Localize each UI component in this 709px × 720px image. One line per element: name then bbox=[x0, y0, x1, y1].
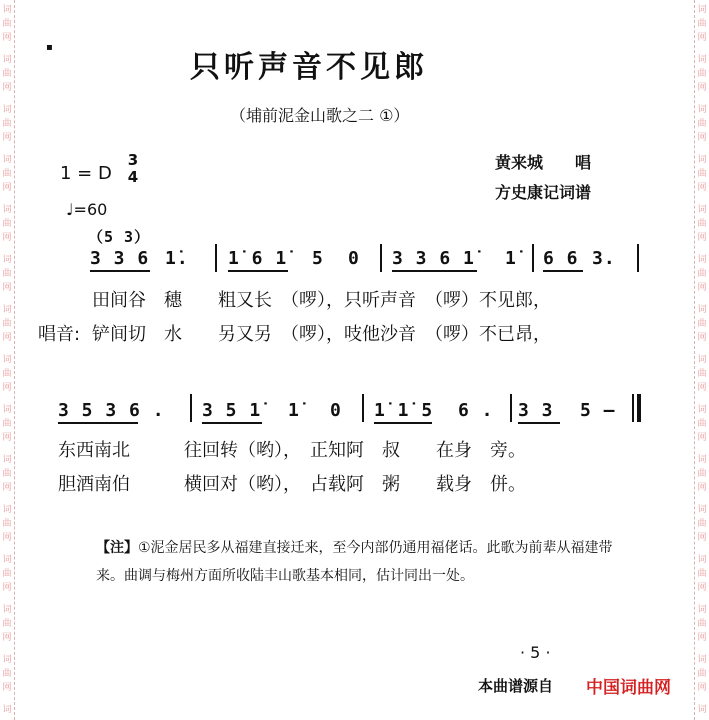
footnote bbox=[96, 534, 636, 590]
song-subtitle: （埔前泥金山歌之二 ①） bbox=[230, 106, 410, 125]
bar-line bbox=[532, 244, 534, 272]
watermark-char: 词 bbox=[2, 55, 12, 65]
watermark-char: 曲 bbox=[697, 169, 707, 179]
watermark-char: 网 bbox=[697, 33, 707, 43]
pickup-notes: （5 3） bbox=[88, 228, 151, 246]
watermark-char: 词 bbox=[2, 405, 12, 415]
watermark-char: 曲 bbox=[2, 219, 12, 229]
watermark-char: 词 bbox=[2, 305, 12, 315]
watermark-char: 网 bbox=[2, 233, 12, 243]
tempo-marking bbox=[66, 200, 107, 219]
corner-mark: ▪ bbox=[46, 42, 53, 53]
notes-group: 3 3 6 1̇ bbox=[392, 248, 475, 269]
watermark-char: 词 bbox=[2, 355, 12, 365]
watermark-char: 曲 bbox=[2, 469, 12, 479]
watermark-char: 曲 bbox=[697, 319, 707, 329]
beat-underline bbox=[58, 422, 138, 424]
watermark-char: 曲 bbox=[2, 119, 12, 129]
source-label: 本曲谱源自 bbox=[478, 677, 554, 695]
time-signature-bottom: 4 bbox=[127, 168, 139, 186]
beat-underline bbox=[518, 422, 560, 424]
notes-group: 3 5 1̇ bbox=[202, 400, 262, 421]
watermark-char: 网 bbox=[697, 233, 707, 243]
quarter-note-icon: ♩ bbox=[66, 200, 74, 219]
watermark-char: 词 bbox=[697, 705, 707, 715]
watermark-char: 曲 bbox=[2, 669, 12, 679]
final-bar-line-thick bbox=[637, 394, 641, 422]
notes-group: 1̇ 1̇ 5 bbox=[374, 400, 434, 421]
watermark-char: 词 bbox=[697, 55, 707, 65]
beat-underline bbox=[543, 270, 583, 272]
watermark-char: 曲 bbox=[697, 219, 707, 229]
watermark-char: 词 bbox=[697, 105, 707, 115]
watermark-char: 曲 bbox=[2, 269, 12, 279]
notes-group: 1̇ bbox=[505, 248, 517, 269]
watermark-char: 网 bbox=[2, 333, 12, 343]
watermark-char: 曲 bbox=[697, 569, 707, 579]
watermark-char: 词 bbox=[2, 505, 12, 515]
watermark-char: 网 bbox=[2, 683, 12, 693]
watermark-char: 词 bbox=[2, 705, 12, 715]
notes-group: 6 . bbox=[458, 400, 494, 421]
watermark-char: 曲 bbox=[2, 169, 12, 179]
watermark-char: 词 bbox=[697, 305, 707, 315]
notes-group: 0 bbox=[348, 248, 360, 269]
bar-line bbox=[637, 244, 639, 272]
watermark-char: 曲 bbox=[2, 519, 12, 529]
watermark-char: 曲 bbox=[697, 119, 707, 129]
watermark-char: 曲 bbox=[697, 619, 707, 629]
watermark-char: 词 bbox=[697, 555, 707, 565]
key-signature: 1 = D bbox=[60, 163, 112, 184]
bar-line bbox=[215, 244, 217, 272]
notes-group: 3. bbox=[592, 248, 616, 269]
watermark-char: 网 bbox=[697, 133, 707, 143]
watermark-char: 曲 bbox=[2, 369, 12, 379]
watermark-char: 网 bbox=[2, 33, 12, 43]
watermark-char: 曲 bbox=[697, 419, 707, 429]
singer-credit: 黄来城 唱 bbox=[495, 153, 592, 172]
watermark-char: 曲 bbox=[697, 519, 707, 529]
watermark-char: 词 bbox=[697, 505, 707, 515]
watermark-char: 曲 bbox=[2, 69, 12, 79]
watermark-char: 词 bbox=[697, 355, 707, 365]
bar-line bbox=[362, 394, 364, 422]
watermark-char: 词 bbox=[697, 605, 707, 615]
watermark-char: 网 bbox=[2, 133, 12, 143]
notes-group: 1̇. bbox=[165, 248, 189, 269]
notes-group: 1̇ bbox=[288, 400, 300, 421]
watermark-char: 曲 bbox=[697, 369, 707, 379]
page-number: · 5 · bbox=[520, 643, 551, 662]
right-watermark-strip bbox=[695, 0, 709, 720]
watermark-char: 词 bbox=[2, 105, 12, 115]
watermark-char: 网 bbox=[2, 83, 12, 93]
watermark-char: 词 bbox=[2, 455, 12, 465]
watermark-char: 网 bbox=[697, 633, 707, 643]
watermark-char: 曲 bbox=[2, 619, 12, 629]
notes-group: 0 bbox=[330, 400, 342, 421]
watermark-char: 曲 bbox=[697, 19, 707, 29]
watermark-char: 网 bbox=[697, 283, 707, 293]
watermark-char: 词 bbox=[697, 155, 707, 165]
watermark-char: 曲 bbox=[697, 669, 707, 679]
watermark-char: 网 bbox=[2, 433, 12, 443]
watermark-char: 词 bbox=[697, 5, 707, 15]
watermark-char: 词 bbox=[2, 205, 12, 215]
watermark-char: 网 bbox=[2, 383, 12, 393]
bar-line bbox=[190, 394, 192, 422]
source-site-link[interactable]: 中国词曲网 bbox=[586, 678, 671, 698]
watermark-char: 词 bbox=[2, 255, 12, 265]
watermark-char: 网 bbox=[697, 333, 707, 343]
watermark-char: 词 bbox=[2, 605, 12, 615]
watermark-char: 网 bbox=[697, 183, 707, 193]
bar-line bbox=[380, 244, 382, 272]
notes-group: 5 – bbox=[580, 400, 616, 421]
bar-line bbox=[510, 394, 512, 422]
notes-group: 3 3 6 bbox=[90, 248, 150, 269]
song-title: 只听声音不见郎 bbox=[190, 50, 428, 85]
watermark-char: 网 bbox=[697, 683, 707, 693]
notes-group: 1̇ 6 1̇ bbox=[228, 248, 288, 269]
right-dashed-margin bbox=[694, 0, 696, 720]
watermark-char: 曲 bbox=[697, 269, 707, 279]
watermark-char: 网 bbox=[697, 83, 707, 93]
lyric-verse-2: 胆酒南伯 横回对（哟）， 占载阿 粥 载身 併。 bbox=[58, 474, 526, 495]
watermark-char: 网 bbox=[697, 433, 707, 443]
beat-underline bbox=[374, 422, 432, 424]
footnote-label: 【注】 bbox=[96, 540, 138, 556]
watermark-char: 词 bbox=[2, 555, 12, 565]
watermark-char: 网 bbox=[697, 383, 707, 393]
notes-group: 6 6 bbox=[543, 248, 579, 269]
watermark-char: 词 bbox=[697, 205, 707, 215]
watermark-char: 词 bbox=[2, 5, 12, 15]
watermark-char: 网 bbox=[2, 533, 12, 543]
lyric-verse-1: 田间谷 穗 粗又长 （啰），只听声音 （啰）不见郎， bbox=[92, 290, 551, 311]
watermark-char: 词 bbox=[697, 255, 707, 265]
notes-group: 5 bbox=[312, 248, 324, 269]
left-watermark-strip bbox=[0, 0, 14, 720]
watermark-char: 曲 bbox=[2, 19, 12, 29]
watermark-char: 网 bbox=[697, 533, 707, 543]
watermark-char: 词 bbox=[697, 455, 707, 465]
watermark-char: 词 bbox=[2, 655, 12, 665]
time-signature-top: 3 bbox=[127, 151, 139, 169]
beat-underline bbox=[228, 270, 288, 272]
watermark-char: 曲 bbox=[697, 69, 707, 79]
watermark-char: 网 bbox=[697, 483, 707, 493]
watermark-char: 网 bbox=[2, 483, 12, 493]
watermark-char: 词 bbox=[2, 155, 12, 165]
watermark-char: 曲 bbox=[2, 569, 12, 579]
beat-underline bbox=[202, 422, 262, 424]
lyric-verse-2-label: 唱音: bbox=[38, 324, 81, 345]
beat-underline bbox=[90, 270, 150, 272]
watermark-char: 词 bbox=[697, 655, 707, 665]
final-bar-line bbox=[632, 394, 634, 422]
recorder-credit: 方史康记词谱 bbox=[495, 183, 592, 202]
watermark-char: 网 bbox=[2, 583, 12, 593]
watermark-char: 网 bbox=[2, 183, 12, 193]
lyric-verse-1: 东西南北 往回转（哟）， 正知阿 叔 在身 旁。 bbox=[58, 440, 526, 461]
watermark-char: 网 bbox=[2, 633, 12, 643]
watermark-char: 曲 bbox=[2, 319, 12, 329]
left-dashed-margin bbox=[14, 0, 16, 720]
beat-underline bbox=[392, 270, 477, 272]
tempo-value: =60 bbox=[73, 200, 108, 219]
watermark-char: 曲 bbox=[697, 469, 707, 479]
footnote-text: ①泥金居民多从福建直接迁来，至今内部仍通用福佬话。此歌为前辈从福建带来。曲调与梅州方面所收陆丰山歌基本相同，估计同出一处。 bbox=[96, 540, 613, 584]
notes-group: 3 3 bbox=[518, 400, 554, 421]
watermark-char: 词 bbox=[697, 405, 707, 415]
watermark-char: 曲 bbox=[2, 419, 12, 429]
watermark-char: 网 bbox=[697, 583, 707, 593]
notes-group: 3 5 3 6 . bbox=[58, 400, 165, 421]
lyric-verse-2: 铲间切 水 另又另 （啰），吱他沙音 （啰）不已昂， bbox=[92, 324, 551, 345]
time-signature bbox=[124, 152, 142, 186]
watermark-char: 网 bbox=[2, 283, 12, 293]
